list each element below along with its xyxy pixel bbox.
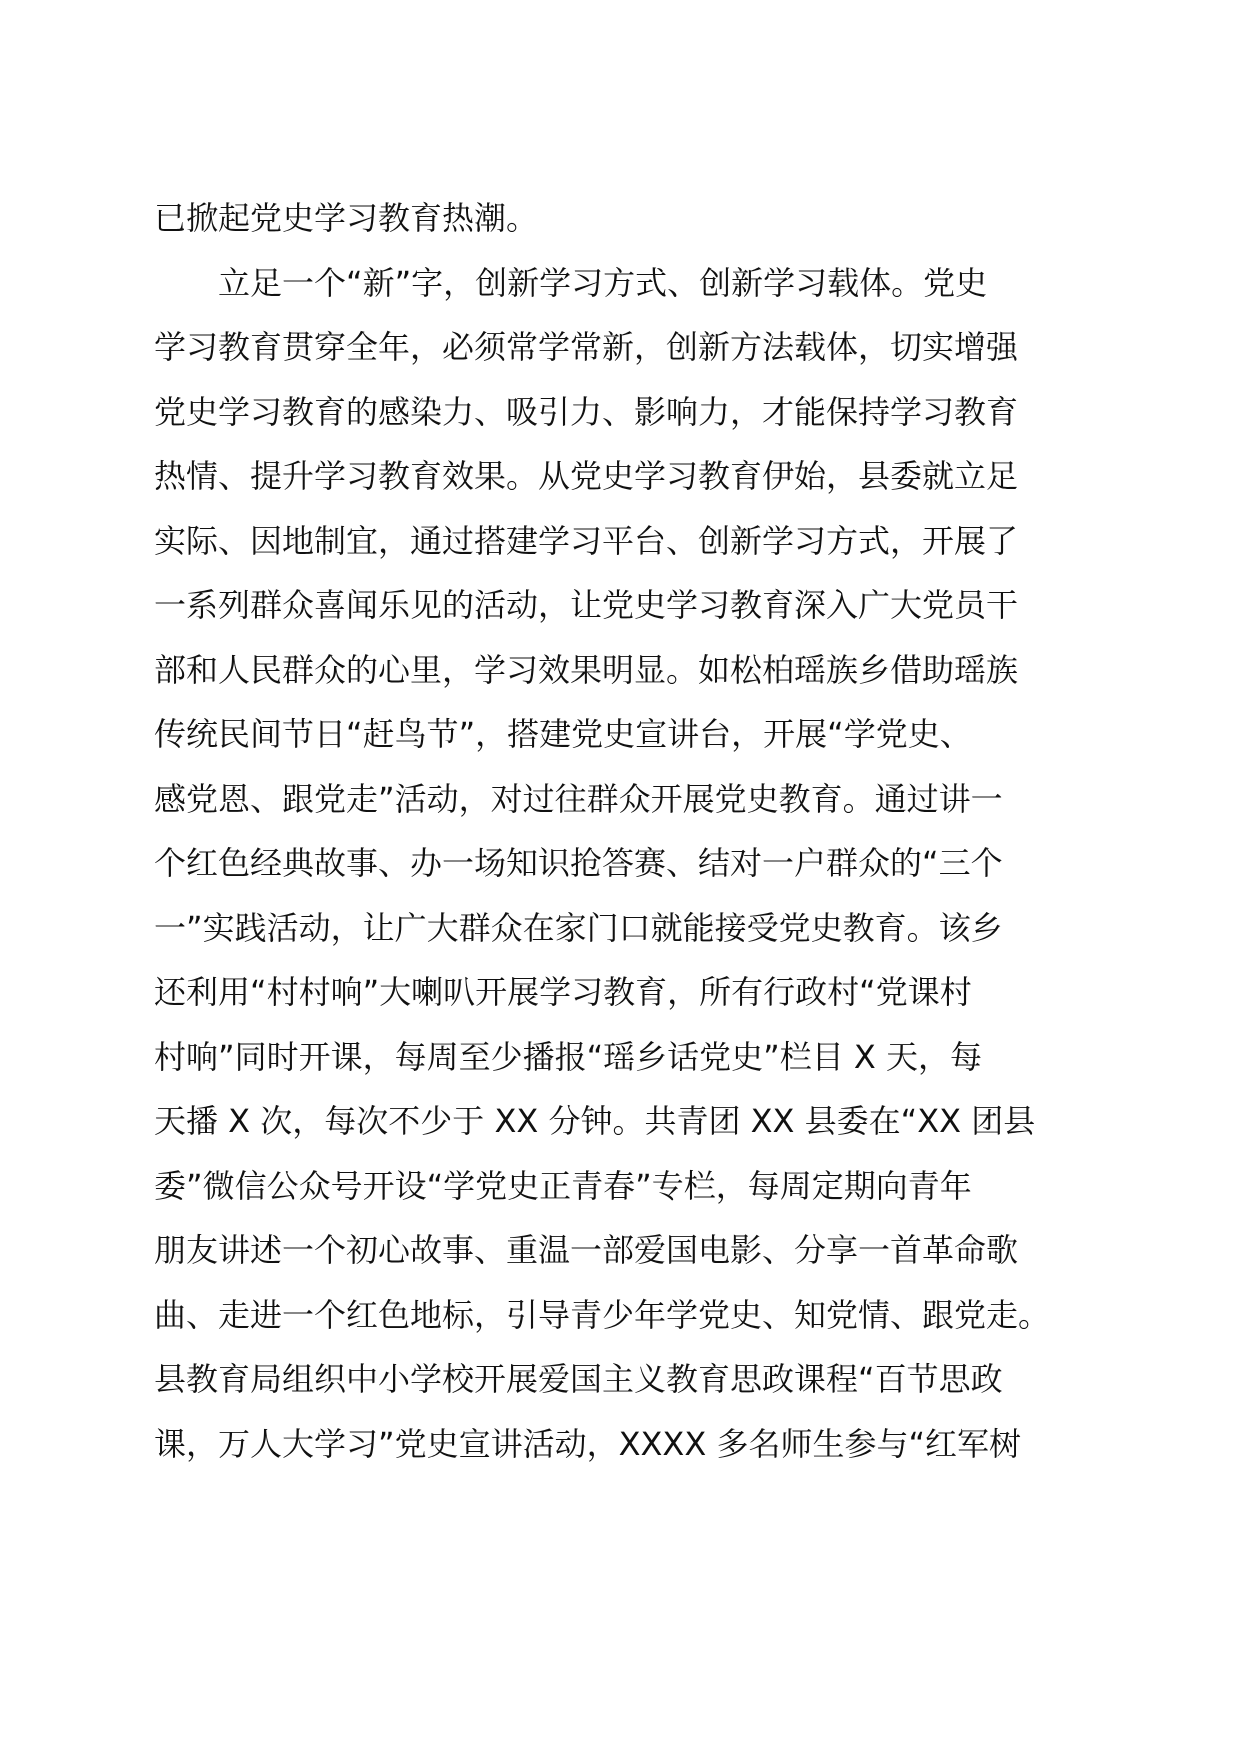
paragraph-first-line: 立足一个“新”字，创新学习方式、创新学习载体。党史	[218, 263, 988, 302]
text-line: 曲、走进一个红色地标，引导青少年学党史、知党情、跟党走。	[154, 1295, 1051, 1334]
text-line: 学习教育贯穿全年，必须常学常新，创新方法载体，切实增强	[154, 328, 1019, 366]
text-line: 委”微信公众号开设“学党史正青春”专栏，每周定期向青年	[154, 1166, 972, 1205]
body-text	[154, 186, 1094, 1476]
text-line: 已掀起党史学习教育热潮。	[154, 199, 539, 237]
text-line: 个红色经典故事、办一场知识抢答赛、结对一户群众的“三个	[154, 844, 1003, 882]
text-line: 村响”同时开课，每周至少播报“瑶乡话党史”栏目 X 天，每	[154, 1037, 983, 1076]
text-line: 一”实践活动，让广大群众在家门口就能接受党史教育。该乡	[154, 908, 1003, 947]
text-line: 党史学习教育的感染力、吸引力、影响力，才能保持学习教育	[154, 392, 1019, 431]
text-line: 实际、因地制宜，通过搭建学习平台、创新学习方式，开展了	[154, 521, 1019, 560]
text-line: 感党恩、跟党走”活动，对过往群众开展党史教育。通过讲一	[154, 779, 1003, 818]
text-line: 传统民间节日“赶鸟节”，搭建党史宣讲台，开展“学党史、	[154, 715, 972, 753]
text-line: 县教育局组织中小学校开展爱国主义教育思政课程“百节思政	[154, 1360, 1003, 1398]
text-line: 天播 X 次，每次不少于 XX 分钟。共青团 XX 县委在“XX 团县	[154, 1102, 1036, 1140]
text-line: 热情、提升学习教育效果。从党史学习教育伊始，县委就立足	[154, 457, 1019, 495]
text-line: 还利用“村村响”大喇叭开展学习教育，所有行政村“党课村	[154, 973, 972, 1011]
text-line: 课，万人大学习”党史宣讲活动，XXXX 多名师生参与“红军树	[154, 1424, 1022, 1463]
text-line: 一系列群众喜闻乐见的活动，让党史学习教育深入广大党员干	[154, 586, 1019, 624]
text-line: 部和人民群众的心里，学习效果明显。如松柏瑶族乡借助瑶族	[154, 650, 1019, 689]
text-line: 朋友讲述一个初心故事、重温一部爱国电影、分享一首革命歌	[154, 1231, 1019, 1269]
